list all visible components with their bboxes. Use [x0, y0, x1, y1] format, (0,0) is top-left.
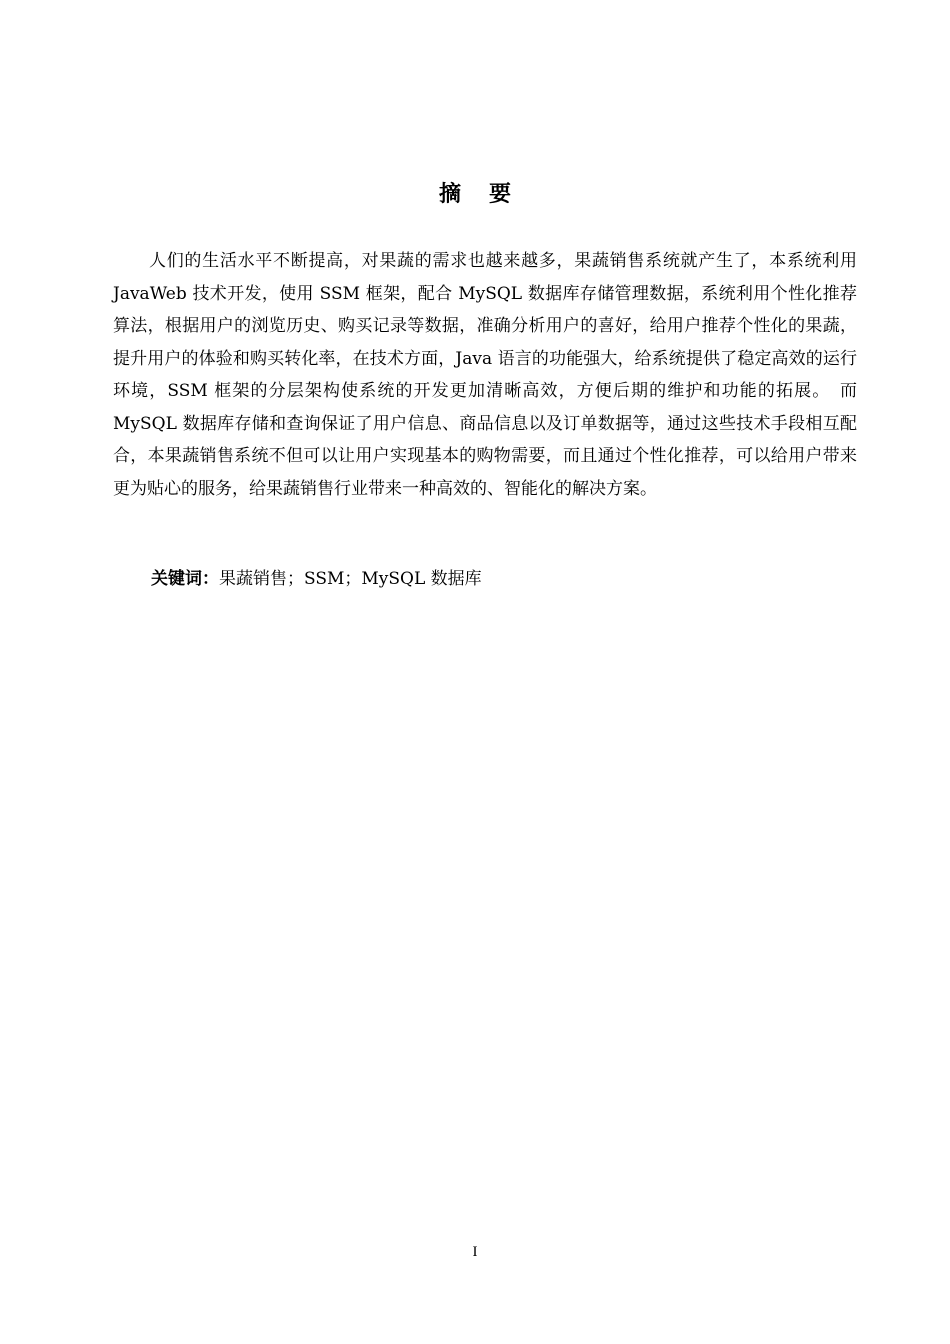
page-title	[0, 180, 950, 210]
keywords-label: 关键词：	[151, 569, 219, 589]
abstract-paragraph: 人们的生活水平不断提高，对果蔬的需求也越来越多，果蔬销售系统就产生了，本系统利用 JavaWeb 技术开发，使用 SSM 框架，配合 MySQL 数据库存储管理数据，系统利用个性化推荐算法，根据用户的浏览历史、购买记录等数据，准确分析用户的喜好，给用户推荐个性化的果蔬，提升用户的体验和购买转化率，在技术方面，Java 语言的功能强大，给系统提供了稳定高效的运行环境，SSM 框架的分层架构使系统的开发更加清晰高效，方便后期的维护和功能的拓展。 而 MySQL 数据库存储和查询保证了用户信息、商品信息以及订单数据等，通过这些技术手段相互配合，本果蔬销售系统不但可以让用户实现基本的购物需要，而且通过个性化推荐，可以给用户带来更为贴心的服务，给果蔬销售行业带来一种高效的、智能化的解决方案。	[113, 251, 857, 499]
title-char-2: 要	[489, 182, 512, 207]
page-number: I	[472, 1244, 478, 1260]
keywords-line	[151, 565, 851, 593]
title-char-1: 摘	[438, 182, 461, 207]
keywords-value: 果蔬销售；SSM；MySQL 数据库	[219, 569, 482, 589]
